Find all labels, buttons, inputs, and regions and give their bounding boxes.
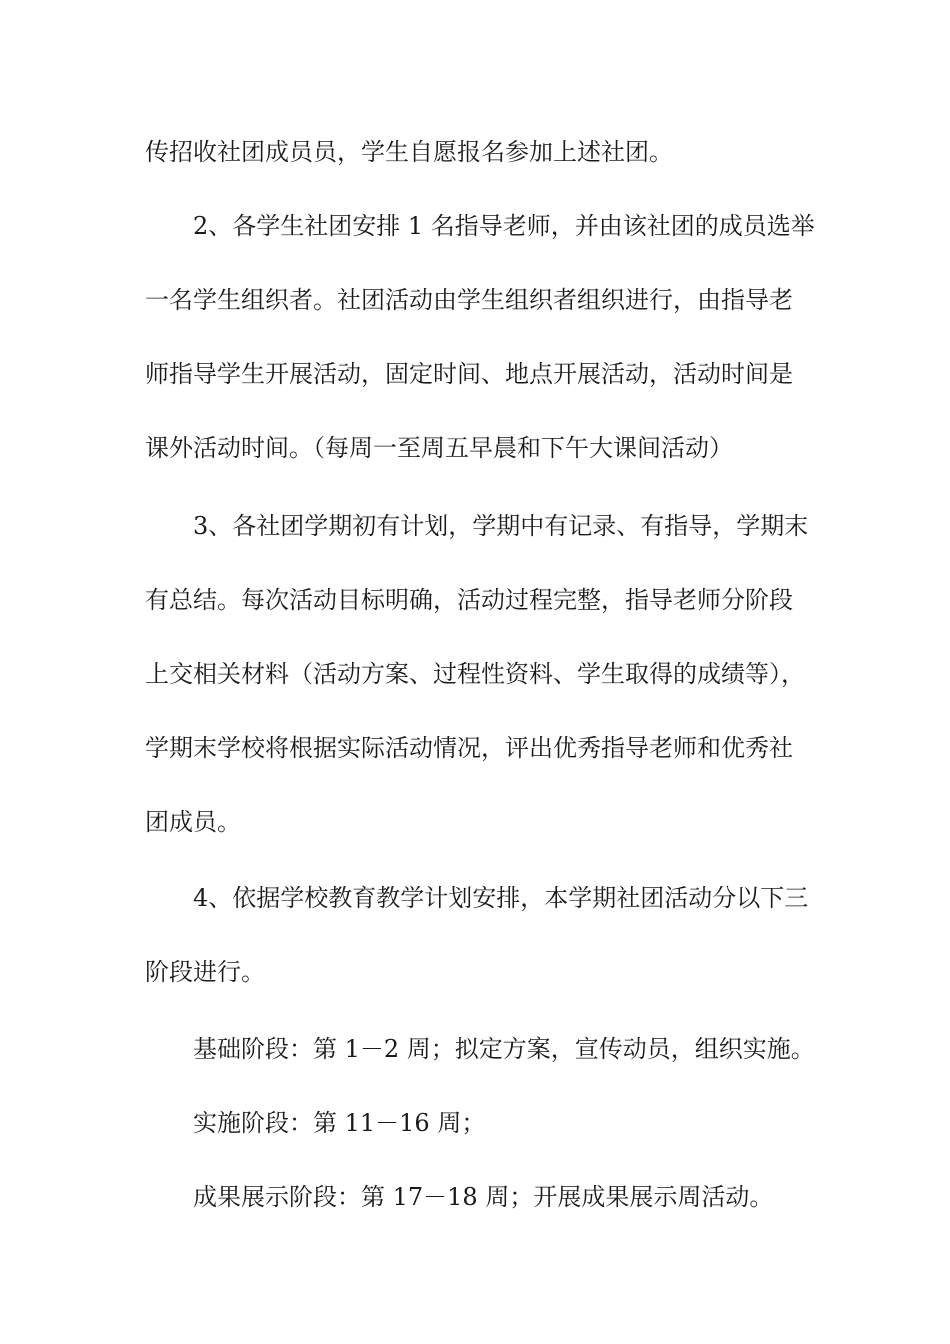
paragraph-3-line-2: 有总结。每次活动目标明确，活动过程完整，指导老师分阶段 bbox=[145, 586, 793, 614]
paragraph-4-line-1: 4、依据学校教育教学计划安排，本学期社团活动分以下三 bbox=[193, 884, 809, 912]
paragraph-2-line-1: 2、各学生社团安排 1 名指导老师，并由该社团的成员选举 bbox=[193, 212, 815, 240]
paragraph-2-line-3: 师指导学生开展活动，固定时间、地点开展活动，活动时间是 bbox=[145, 360, 793, 388]
paragraph-2-line-4: 课外活动时间。（每周一至周五早晨和下午大课间活动） bbox=[145, 434, 733, 462]
paragraph-3-line-1: 3、各社团学期初有计划，学期中有记录、有指导，学期末 bbox=[193, 512, 809, 540]
paragraph-3-line-3: 上交相关材料（活动方案、过程性资料、学生取得的成绩等）， bbox=[145, 660, 805, 688]
paragraph-4-line-2: 阶段进行。 bbox=[145, 958, 265, 986]
paragraph-3-line-5: 团成员。 bbox=[145, 808, 241, 836]
paragraph-3-line-4: 学期末学校将根据实际活动情况，评出优秀指导老师和优秀社 bbox=[145, 734, 793, 762]
stage-implementation: 实施阶段：第 11－16 周； bbox=[193, 1109, 486, 1137]
stage-basic: 基础阶段：第 1－2 周；拟定方案，宣传动员，组织实施。 bbox=[193, 1035, 815, 1063]
text-line-1: 传招收社团成员员，学生自愿报名参加上述社团。 bbox=[145, 138, 673, 166]
stage-showcase: 成果展示阶段：第 17－18 周；开展成果展示周活动。 bbox=[193, 1183, 774, 1211]
paragraph-2-line-2: 一名学生组织者。社团活动由学生组织者组织进行，由指导老 bbox=[145, 286, 793, 314]
